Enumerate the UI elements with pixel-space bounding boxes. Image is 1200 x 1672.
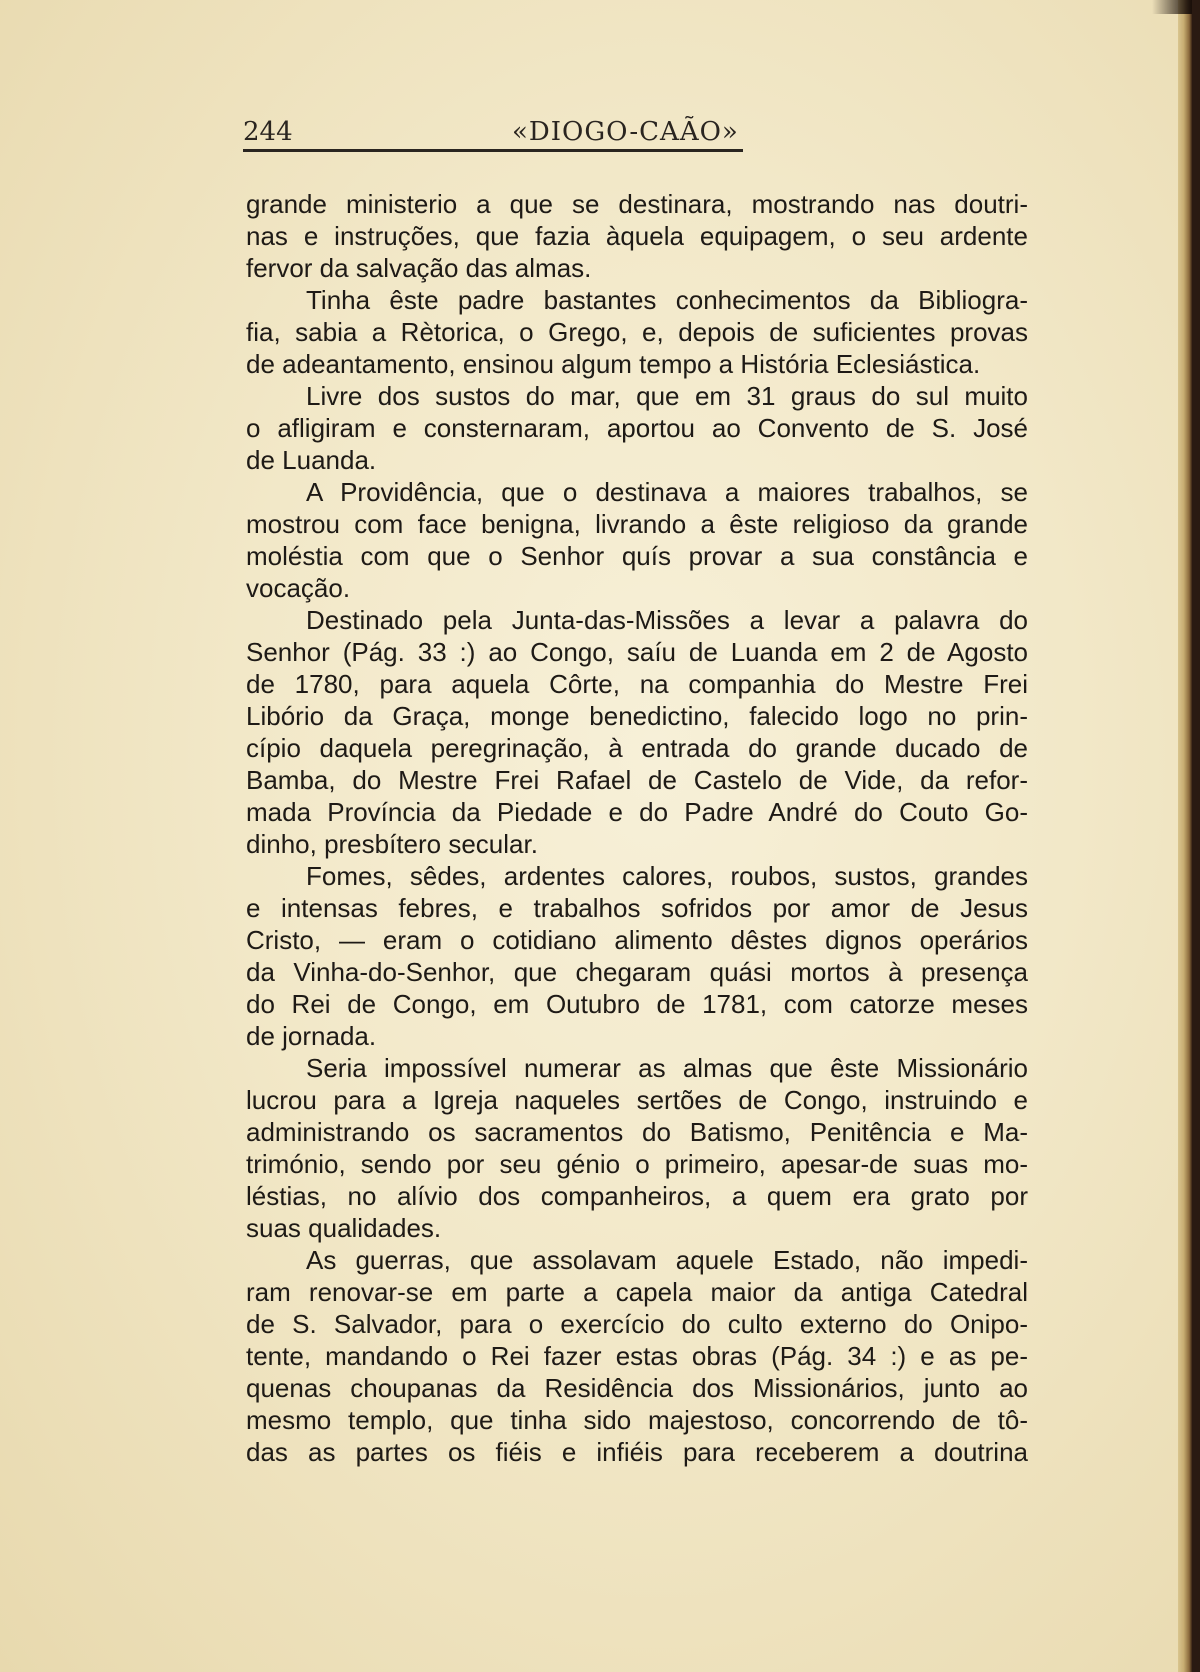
text-line: nas e instruções, que fazia àquela equipagem, o seu ardente [246,221,1028,251]
text-line: Destinado pela Junta-das-Missões a levar a palavra do [306,605,1028,635]
text-line: fervor da salvação das almas. [246,253,592,283]
text-line: fia, sabia a Rètorica, o Grego, e, depois de suficientes provas [246,317,1028,347]
text-line: de adeantamento, ensinou algum tempo a História Eclesiástica. [246,349,981,379]
body-text [246,188,1028,1468]
text-line: e intensas febres, e trabalhos sofridos por amor de Jesus [246,893,1028,923]
running-title: «DIOGO-CAÃO» [512,117,739,147]
text-line: trimónio, sendo por seu génio o primeiro, apesar-de suas mo- [246,1149,1028,1179]
text-line: lucrou para a Igreja naqueles sertões de Congo, instruindo e [246,1085,1028,1115]
text-line: moléstia com que o Senhor quís provar a sua constância e [246,541,1028,571]
page-number: 244 [243,117,293,147]
text-line: Libório da Graça, monge benedictino, falecido logo no prin- [246,701,1028,731]
text-line: grande ministerio a que se destinara, mostrando nas doutri- [246,189,1028,219]
text-line: Seria impossível numerar as almas que êste Missionário [306,1053,1028,1083]
text-line: de Luanda. [246,445,377,475]
text-line: Livre dos sustos do mar, que em 31 graus do sul muito [306,381,1028,411]
text-line: administrando os sacramentos do Batismo, Penitência e Ma- [246,1117,1028,1147]
text-line: A Providência, que o destinava a maiores trabalhos, se [306,477,1028,507]
text-line: léstias, no alívio dos companheiros, a quem era grato por [246,1181,1028,1211]
text-line: tente, mandando o Rei fazer estas obras (Pág. 34 :) e as pe- [246,1341,1028,1371]
header-rule [243,149,743,152]
text-line: Tinha êste padre bastantes conhecimentos da Bibliogra- [306,285,1028,315]
text-line: Senhor (Pág. 33 :) ao Congo, saíu de Luanda em 2 de Agosto [246,637,1028,667]
text-line: As guerras, que assolavam aquele Estado, não impedi- [306,1245,1028,1275]
text-line: o afligiram e consternaram, aportou ao Convento de S. José [246,413,1028,443]
text-line: Bamba, do Mestre Frei Rafael de Castelo de Vide, da refor- [246,765,1028,795]
page-edge [1178,0,1192,1672]
text-line: dinho, presbítero secular. [246,829,538,859]
text-line: de jornada. [246,1021,377,1051]
text-line: vocação. [246,573,351,603]
text-line: ram renovar-se em parte a capela maior da antiga Catedral [246,1277,1028,1307]
text-line: de S. Salvador, para o exercício do culto externo do Onipo- [246,1309,1028,1339]
text-line: Cristo, — eram o cotidiano alimento dêstes dignos operários [246,925,1028,955]
text-line: mada Província da Piedade e do Padre André do Couto Go- [246,797,1028,827]
text-line: Fomes, sêdes, ardentes calores, roubos, sustos, grandes [306,861,1028,891]
text-line: de 1780, para aquela Côrte, na companhia do Mestre Frei [246,669,1028,699]
text-line: das as partes os fiéis e infiéis para receberem a doutrina [246,1437,1028,1467]
text-line: cípio daquela peregrinação, à entrada do grande ducado de [246,733,1028,763]
text-line: do Rei de Congo, em Outubro de 1781, com catorze meses [246,989,1028,1019]
text-line: da Vinha-do-Senhor, que chegaram quási mortos à presença [246,957,1028,987]
running-head [243,113,743,153]
text-line: suas qualidades. [246,1213,442,1243]
text-line: mesmo templo, que tinha sido majestoso, concorrendo de tô- [246,1405,1028,1435]
scan-corner-shadow [1152,0,1192,14]
text-line: quenas choupanas da Residência dos Missionários, junto ao [246,1373,1028,1403]
text-line: mostrou com face benigna, livrando a êste religioso da grande [246,509,1028,539]
